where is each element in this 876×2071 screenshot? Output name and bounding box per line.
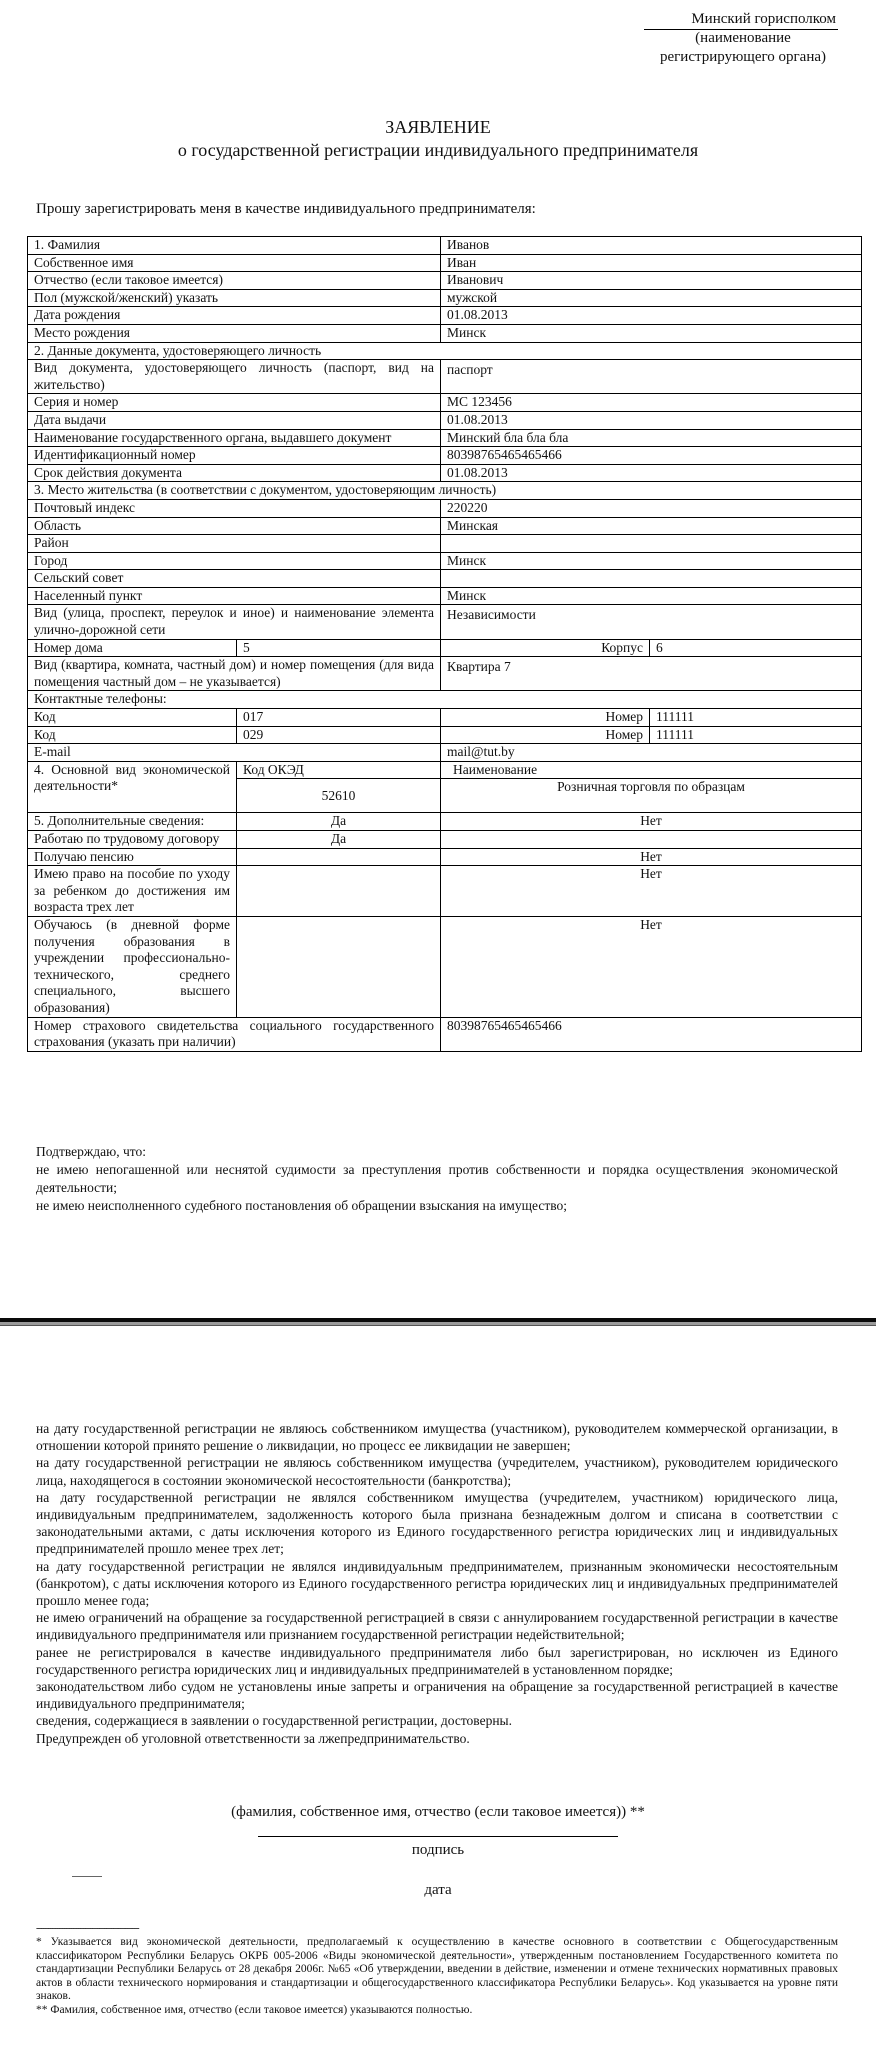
field-value-no-studying[interactable]: Нет <box>441 916 862 1017</box>
field-label: Почтовый индекс <box>28 499 441 517</box>
field-value-surname[interactable]: Иванов <box>441 237 862 255</box>
field-label: Номер дома <box>28 639 237 657</box>
org-caption-1: (наименование <box>695 30 791 46</box>
section-header-document: 2. Данные документа, удостоверяющего личность <box>28 342 862 360</box>
no-header: Нет <box>441 813 862 831</box>
field-value-district[interactable] <box>441 535 862 553</box>
field-label: Город <box>28 552 441 570</box>
field-value-yes-studying[interactable] <box>237 916 441 1017</box>
table-row <box>28 324 862 342</box>
table-row <box>28 570 862 588</box>
table-row <box>28 307 862 325</box>
confirmation-item: не имею ограничений на обращение за государственной регистрацией в связи с аннулированием государственной регистрации в качестве индивидуального предпринимателя или признанием государственной регистрации недействительной; <box>36 1610 838 1643</box>
org-caption-2: регистрирующего органа) <box>660 49 826 65</box>
table-row <box>28 916 862 1017</box>
field-value-doc-issuer[interactable]: Минский бла бла бла <box>441 429 862 447</box>
signature-caption: подпись <box>411 1842 465 1858</box>
confirmation-item: не имею непогашенной или неснятой судимости за преступления против собственности и порядка осуществления экономической деятельности; <box>36 1162 838 1195</box>
confirmation-item: на дату государственной регистрации не являлся индивидуальным предпринимателем, признанным экономически несостоятельным (банкротом), с даты исключения которого из Единого государственного регистра юридических лиц и индивидуальных предпринимателей прошло менее года; <box>36 1558 838 1609</box>
registering-authority <box>648 10 838 67</box>
table-row <box>28 831 862 849</box>
field-label-corpus: Корпус <box>441 639 650 657</box>
table-row <box>28 289 862 307</box>
field-value-phone-number-2[interactable]: 111111 <box>650 726 862 744</box>
confirmation-item: на дату государственной регистрации не являюсь собственником имущества (учредителем, участником), руководителем юридического лица, находящегося в состоянии экономической несостоятельности (банкротства); <box>36 1455 838 1488</box>
table-row <box>28 394 862 412</box>
field-label: Идентификационный номер <box>28 447 441 465</box>
field-label: Номер страхового свидетельства социального государственного страхования (указать при наличии) <box>28 1017 441 1051</box>
field-value-yes-employment[interactable]: Да <box>237 831 441 849</box>
table-row <box>28 866 862 917</box>
table-row <box>28 848 862 866</box>
field-value-doc-series-number[interactable]: МС 123456 <box>441 394 862 412</box>
table-row <box>28 605 862 639</box>
table-row <box>28 517 862 535</box>
table-row <box>28 464 862 482</box>
table-row <box>28 535 862 553</box>
field-label-additional: 5. Дополнительные сведения: <box>28 813 237 831</box>
table-row <box>28 552 862 570</box>
field-value-first-name[interactable]: Иван <box>441 254 862 272</box>
table-row <box>28 499 862 517</box>
field-label: Код <box>28 709 237 727</box>
table-row <box>28 726 862 744</box>
yes-header: Да <box>237 813 441 831</box>
field-value-insurance-number[interactable]: 80398765465465466 <box>441 1017 862 1051</box>
footnote-2: ** Фамилия, собственное имя, отчество (если таковое имеется) указываются полностью. <box>36 2003 473 2016</box>
field-label: Получаю пенсию <box>28 848 237 866</box>
field-label: Место рождения <box>28 324 441 342</box>
table-row <box>28 639 862 657</box>
field-label: Вид (улица, проспект, переулок и иное) и наименование элемента улично-дорожной сети <box>28 605 441 639</box>
activity-code-header: Код ОКЭД <box>237 761 441 779</box>
field-label: Район <box>28 535 441 553</box>
org-underline <box>644 29 838 30</box>
field-value-birth-place[interactable]: Минск <box>441 324 862 342</box>
field-value-postal-code[interactable]: 220220 <box>441 499 862 517</box>
field-value-no-pension[interactable]: Нет <box>441 848 862 866</box>
field-label: Работаю по трудовому договору <box>28 831 237 849</box>
field-label: Сельский совет <box>28 570 441 588</box>
footnotes <box>36 1936 838 2018</box>
section-header-row <box>28 482 862 500</box>
confirmation-item: законодательством либо судом не установлены иные запреты и ограничения на обращение за государственной регистрацией в качестве индивидуального предпринимателя; <box>36 1679 838 1712</box>
application-form-table <box>27 236 862 1052</box>
phones-label: Контактные телефоны: <box>28 691 862 709</box>
field-value-okved-code[interactable]: 52610 <box>237 779 441 813</box>
table-row <box>28 272 862 290</box>
field-value-gender[interactable]: мужской <box>441 289 862 307</box>
confirmation-item: не имею неисполненного судебного постановления об обращении взыскания на имущество; <box>36 1198 568 1213</box>
field-label: Номер <box>441 709 650 727</box>
confirmation-heading: Подтверждаю, что: <box>36 1144 146 1159</box>
field-label: Населенный пункт <box>28 587 441 605</box>
section-header-row <box>28 342 862 360</box>
field-label: Номер <box>441 726 650 744</box>
field-label: Наименование государственного органа, выдавшего документ <box>28 429 441 447</box>
table-row <box>28 237 862 255</box>
table-row <box>28 657 862 691</box>
table-row <box>28 744 862 762</box>
field-label: Обучаюсь (в дневной форме получения образования в учреждении профессионально-технического, среднего специального, высшего образования) <box>28 916 237 1017</box>
field-label: Код <box>28 726 237 744</box>
field-label: Имею право на пособие по уходу за ребенком до достижения им возраста трех лет <box>28 866 237 917</box>
confirmation-continued <box>36 1420 838 1747</box>
table-row <box>28 429 862 447</box>
field-value-region[interactable]: Минская <box>441 517 862 535</box>
table-row <box>28 411 862 429</box>
field-label: Вид документа, удостоверяющего личность (паспорт, вид на жительство) <box>28 360 441 394</box>
table-row <box>28 813 862 831</box>
field-label: Вид (квартира, комната, частный дом) и номер помещения (для вида помещения частный дом – не указывается) <box>28 657 441 691</box>
table-row <box>28 447 862 465</box>
field-value-doc-issue-date[interactable]: 01.08.2013 <box>441 411 862 429</box>
field-value-house-number[interactable]: 5 <box>237 639 441 657</box>
field-value-street[interactable]: Независимости <box>441 605 862 639</box>
title-sub: о государственной регистрации индивидуального предпринимателя <box>177 140 699 160</box>
page-separator <box>0 1318 876 1326</box>
title-main: ЗАЯВЛЕНИЕ <box>385 117 491 137</box>
warning-statement: Предупрежден об уголовной ответственности за лжепредпринимательство. <box>36 1730 470 1746</box>
field-value-corpus[interactable]: 6 <box>650 639 862 657</box>
confirmation-item: на дату государственной регистрации не являлся собственником имущества (учредителем, участником) юридического лица, индивидуальным предпринимателем, задолженность которого была признана безнадежным долгом и списана в соответствии с законодательными актами, с даты исключения которого из Единого государственного регистра юридических лиц и индивидуальных предпринимателей прошло менее трех лет; <box>36 1489 838 1557</box>
org-name: Минский горисполком <box>691 11 836 27</box>
field-value-yes-pension[interactable] <box>237 848 441 866</box>
field-value-no-childcare[interactable]: Нет <box>441 866 862 917</box>
date-caption: дата <box>424 1882 452 1898</box>
field-value-doc-type[interactable]: паспорт <box>441 360 862 394</box>
table-row <box>28 709 862 727</box>
field-label: Срок действия документа <box>28 464 441 482</box>
section-header-address: 3. Место жительства (в соответствии с документом, удостоверяющим личность) <box>28 482 862 500</box>
confirmation-item: ранее не регистрировался в качестве индивидуального предпринимателя либо был зарегистрирован, но исключен из Единого государственного регистра юридических лиц и индивидуальных предпринимателей в установленном порядке; <box>36 1644 838 1677</box>
table-row <box>28 761 862 779</box>
field-label: 1. Фамилия <box>28 237 441 255</box>
field-value-city[interactable]: Минск <box>441 552 862 570</box>
field-value-phone-code-2[interactable]: 029 <box>237 726 441 744</box>
confirmation-block <box>36 1143 838 1215</box>
field-label: E-mail <box>28 744 441 762</box>
table-row <box>28 254 862 272</box>
fio-caption: (фамилия, собственное имя, отчество (если таковое имеется)) ** <box>231 1804 645 1820</box>
date-line[interactable] <box>72 1876 102 1877</box>
field-value-id-number[interactable]: 80398765465465466 <box>441 447 862 465</box>
field-value-patronymic[interactable]: Иванович <box>441 272 862 290</box>
activity-name-header: Наименование <box>441 761 862 779</box>
table-row <box>28 360 862 394</box>
field-value-doc-validity[interactable]: 01.08.2013 <box>441 464 862 482</box>
field-value-village-council[interactable] <box>441 570 862 588</box>
confirmation-item: сведения, содержащиеся в заявлении о государственной регистрации, достоверны. <box>36 1713 513 1729</box>
field-value-settlement[interactable]: Минск <box>441 587 862 605</box>
footnote-separator: -------------------------------------------- <box>36 1923 139 1934</box>
field-label: Серия и номер <box>28 394 441 412</box>
field-label: Область <box>28 517 441 535</box>
field-value-phone-code-1[interactable]: 017 <box>237 709 441 727</box>
field-value-no-employment[interactable] <box>441 831 862 849</box>
footnote-1: * Указывается вид экономической деятельности, предполагаемый к осуществлению в качестве основного в соответствии с Общегосударственным классификатором Республики Беларусь ОКРБ 005-2006 «Виды экономической деятельности», утвержденным постановлением Государственного комитета по стандартизации Республики Беларусь от 28 декабря 2006г. №65 «Об утверждении, введении в действие, изменении и отмене технических нормативных правовых актов в области технического нормирования и стандартизации и общегосударственного классификатора Республики Беларусь». Код указывается на уровне пяти знаков. <box>36 1936 838 2003</box>
field-value-premises[interactable]: Квартира 7 <box>441 657 862 691</box>
confirmation-item: на дату государственной регистрации не являюсь собственником имущества (участником), руководителем коммерческой организации, в отношении которой принято решение о ликвидации, но процесс ее ликвидации не завершен; <box>36 1421 838 1454</box>
document-title <box>0 116 876 162</box>
field-value-activity-name[interactable]: Розничная торговля по образцам <box>441 779 862 813</box>
table-row <box>28 1017 862 1051</box>
field-label: Отчество (если таковое имеется) <box>28 272 441 290</box>
field-label: Дата выдачи <box>28 411 441 429</box>
field-label: Пол (мужской/женский) указать <box>28 289 441 307</box>
field-value-yes-childcare[interactable] <box>237 866 441 917</box>
intro-text: Прошу зарегистрировать меня в качестве индивидуального предпринимателя: <box>36 201 536 217</box>
section-header-row <box>28 691 862 709</box>
field-label: Собственное имя <box>28 254 441 272</box>
signature-line[interactable] <box>258 1836 618 1837</box>
table-row <box>28 587 862 605</box>
field-label-activity: 4. Основной вид экономической деятельности* <box>28 761 237 813</box>
field-value-phone-number-1[interactable]: 111111 <box>650 709 862 727</box>
field-label: Дата рождения <box>28 307 441 325</box>
field-value-email[interactable]: mail@tut.by <box>441 744 862 762</box>
field-value-birth-date[interactable]: 01.08.2013 <box>441 307 862 325</box>
